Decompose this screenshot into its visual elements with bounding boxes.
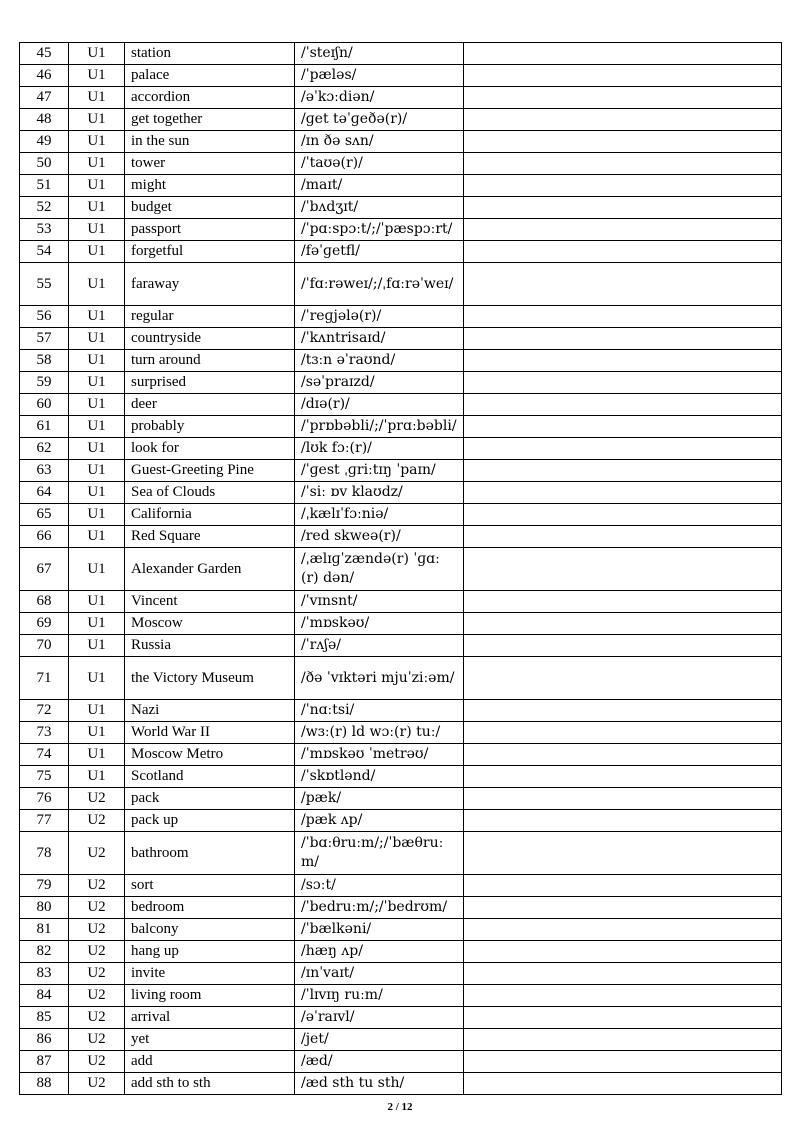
row-number: 51 — [20, 175, 69, 197]
row-notes — [464, 919, 782, 941]
row-phonetic: /ˈskɒtlənd/ — [295, 766, 464, 788]
row-number: 84 — [20, 985, 69, 1007]
row-word: bedroom — [125, 897, 295, 919]
row-number: 80 — [20, 897, 69, 919]
table-row — [20, 985, 782, 1007]
row-unit: U1 — [69, 591, 125, 613]
row-phonetic: /ɡet təˈɡeðə(r)/ — [295, 109, 464, 131]
row-word: station — [125, 43, 295, 65]
row-notes — [464, 1051, 782, 1073]
row-number: 66 — [20, 526, 69, 548]
row-number: 46 — [20, 65, 69, 87]
row-number: 68 — [20, 591, 69, 613]
row-notes — [464, 744, 782, 766]
table-row — [20, 788, 782, 810]
row-number: 86 — [20, 1029, 69, 1051]
row-phonetic: /ˈbedruːm/;/ˈbedrʊm/ — [295, 897, 464, 919]
table-row — [20, 941, 782, 963]
row-unit: U2 — [69, 941, 125, 963]
row-number: 57 — [20, 328, 69, 350]
row-number: 81 — [20, 919, 69, 941]
row-number: 65 — [20, 504, 69, 526]
row-notes — [464, 766, 782, 788]
table-row — [20, 460, 782, 482]
row-phonetic: /fəˈɡetfl/ — [295, 241, 464, 263]
row-word: passport — [125, 219, 295, 241]
table-row — [20, 1073, 782, 1095]
table-row — [20, 919, 782, 941]
row-unit: U2 — [69, 1051, 125, 1073]
row-word: Moscow — [125, 613, 295, 635]
row-unit: U1 — [69, 197, 125, 219]
row-notes — [464, 504, 782, 526]
page-number: 2 / 12 — [387, 1101, 413, 1113]
row-phonetic: /ˈsteɪʃn/ — [295, 43, 464, 65]
row-unit: U2 — [69, 985, 125, 1007]
row-number: 53 — [20, 219, 69, 241]
row-phonetic: /ˈlɪvɪŋ ruːm/ — [295, 985, 464, 1007]
row-unit: U2 — [69, 963, 125, 985]
row-notes — [464, 394, 782, 416]
row-phonetic: /lʊk fɔː(r)/ — [295, 438, 464, 460]
row-phonetic: /wɜː(r) ld wɔː(r) tuː/ — [295, 722, 464, 744]
row-notes — [464, 657, 782, 700]
row-number: 60 — [20, 394, 69, 416]
row-unit: U2 — [69, 1073, 125, 1095]
row-number: 71 — [20, 657, 69, 700]
table-row — [20, 394, 782, 416]
row-word: add — [125, 1051, 295, 1073]
row-unit: U2 — [69, 875, 125, 897]
row-unit: U1 — [69, 416, 125, 438]
row-word: accordion — [125, 87, 295, 109]
row-number: 45 — [20, 43, 69, 65]
table-row — [20, 197, 782, 219]
row-notes — [464, 219, 782, 241]
row-notes — [464, 482, 782, 504]
row-number: 59 — [20, 372, 69, 394]
row-phonetic: /ˈbʌdʒɪt/ — [295, 197, 464, 219]
row-number: 77 — [20, 810, 69, 832]
row-phonetic: /red skweə(r)/ — [295, 526, 464, 548]
table-row — [20, 504, 782, 526]
row-notes — [464, 875, 782, 897]
table-row — [20, 306, 782, 328]
row-notes — [464, 613, 782, 635]
row-word: in the sun — [125, 131, 295, 153]
row-word: pack — [125, 788, 295, 810]
row-word: Nazi — [125, 700, 295, 722]
row-phonetic: /ˈpɑːspɔːt/;/ˈpæspɔːrt/ — [295, 219, 464, 241]
row-word: Sea of Clouds — [125, 482, 295, 504]
row-word: countryside — [125, 328, 295, 350]
row-word: Scotland — [125, 766, 295, 788]
row-word: budget — [125, 197, 295, 219]
table-row — [20, 372, 782, 394]
vocabulary-table — [19, 42, 782, 1095]
row-notes — [464, 87, 782, 109]
table-row — [20, 219, 782, 241]
row-phonetic: /ˈreɡjələ(r)/ — [295, 306, 464, 328]
row-number: 47 — [20, 87, 69, 109]
row-notes — [464, 175, 782, 197]
row-phonetic: /ðə ˈvɪktəri mjuˈziːəm/ — [295, 657, 464, 700]
row-phonetic: /ˈsiː ɒv klaʊdz/ — [295, 482, 464, 504]
row-unit: U1 — [69, 635, 125, 657]
row-unit: U1 — [69, 65, 125, 87]
row-number: 73 — [20, 722, 69, 744]
row-notes — [464, 591, 782, 613]
table-row — [20, 810, 782, 832]
table-row — [20, 87, 782, 109]
row-notes — [464, 328, 782, 350]
row-phonetic: /sɔːt/ — [295, 875, 464, 897]
row-notes — [464, 897, 782, 919]
row-word: might — [125, 175, 295, 197]
row-notes — [464, 548, 782, 591]
table-row — [20, 591, 782, 613]
table-row — [20, 744, 782, 766]
row-number: 67 — [20, 548, 69, 591]
row-phonetic: /ɪn ðə sʌn/ — [295, 131, 464, 153]
table-row — [20, 766, 782, 788]
table-row — [20, 109, 782, 131]
row-unit: U1 — [69, 43, 125, 65]
row-phonetic: /æd sth tu sth/ — [295, 1073, 464, 1095]
table-row — [20, 43, 782, 65]
row-unit: U1 — [69, 482, 125, 504]
row-phonetic: /hæŋ ʌp/ — [295, 941, 464, 963]
table-row — [20, 153, 782, 175]
row-number: 55 — [20, 263, 69, 306]
row-notes — [464, 941, 782, 963]
table-row — [20, 1029, 782, 1051]
row-number: 54 — [20, 241, 69, 263]
row-notes — [464, 832, 782, 875]
row-unit: U2 — [69, 788, 125, 810]
row-unit: U1 — [69, 175, 125, 197]
row-notes — [464, 65, 782, 87]
row-word: arrival — [125, 1007, 295, 1029]
row-word: forgetful — [125, 241, 295, 263]
row-notes — [464, 263, 782, 306]
row-unit: U1 — [69, 460, 125, 482]
row-number: 72 — [20, 700, 69, 722]
row-unit: U2 — [69, 810, 125, 832]
row-unit: U1 — [69, 263, 125, 306]
row-phonetic: /əˈkɔːdiən/ — [295, 87, 464, 109]
row-number: 76 — [20, 788, 69, 810]
row-word: Moscow Metro — [125, 744, 295, 766]
row-number: 78 — [20, 832, 69, 875]
row-word: Guest-Greeting Pine — [125, 460, 295, 482]
row-unit: U1 — [69, 394, 125, 416]
row-word: invite — [125, 963, 295, 985]
table-row — [20, 548, 782, 591]
row-number: 74 — [20, 744, 69, 766]
row-unit: U1 — [69, 241, 125, 263]
row-notes — [464, 1029, 782, 1051]
row-word: faraway — [125, 263, 295, 306]
row-unit: U1 — [69, 657, 125, 700]
row-unit: U1 — [69, 744, 125, 766]
table-row — [20, 722, 782, 744]
row-notes — [464, 109, 782, 131]
table-row — [20, 1007, 782, 1029]
row-number: 52 — [20, 197, 69, 219]
row-phonetic: /maɪt/ — [295, 175, 464, 197]
table-row — [20, 897, 782, 919]
row-number: 75 — [20, 766, 69, 788]
row-notes — [464, 460, 782, 482]
row-phonetic: /pæk/ — [295, 788, 464, 810]
row-notes — [464, 197, 782, 219]
table-row — [20, 482, 782, 504]
row-phonetic: /ˈrʌʃə/ — [295, 635, 464, 657]
row-unit: U1 — [69, 613, 125, 635]
row-unit: U1 — [69, 504, 125, 526]
row-phonetic: /ˈpæləs/ — [295, 65, 464, 87]
vocabulary-table-body — [20, 43, 782, 1095]
row-phonetic: /ˈmɒskəʊ/ — [295, 613, 464, 635]
row-notes — [464, 985, 782, 1007]
row-word: regular — [125, 306, 295, 328]
row-unit: U1 — [69, 372, 125, 394]
row-word: living room — [125, 985, 295, 1007]
row-notes — [464, 43, 782, 65]
row-notes — [464, 438, 782, 460]
row-number: 62 — [20, 438, 69, 460]
row-word: get together — [125, 109, 295, 131]
row-phonetic: /ˈfɑːrəweɪ/;/ˌfɑːrəˈweɪ/ — [295, 263, 464, 306]
row-phonetic: /ˈbælkəni/ — [295, 919, 464, 941]
row-word: turn around — [125, 350, 295, 372]
row-phonetic: /jet/ — [295, 1029, 464, 1051]
row-number: 87 — [20, 1051, 69, 1073]
row-phonetic: /ˈmɒskəʊ ˈmetrəʊ/ — [295, 744, 464, 766]
row-number: 49 — [20, 131, 69, 153]
row-word: bathroom — [125, 832, 295, 875]
row-word: balcony — [125, 919, 295, 941]
row-number: 69 — [20, 613, 69, 635]
row-notes — [464, 350, 782, 372]
row-word: surprised — [125, 372, 295, 394]
row-notes — [464, 372, 782, 394]
row-unit: U1 — [69, 131, 125, 153]
row-number: 83 — [20, 963, 69, 985]
row-word: yet — [125, 1029, 295, 1051]
row-unit: U1 — [69, 548, 125, 591]
row-number: 58 — [20, 350, 69, 372]
table-row — [20, 875, 782, 897]
row-unit: U1 — [69, 87, 125, 109]
row-word: Russia — [125, 635, 295, 657]
row-number: 50 — [20, 153, 69, 175]
row-unit: U1 — [69, 153, 125, 175]
row-unit: U1 — [69, 438, 125, 460]
row-notes — [464, 635, 782, 657]
row-unit: U1 — [69, 700, 125, 722]
row-phonetic: /dɪə(r)/ — [295, 394, 464, 416]
row-number: 63 — [20, 460, 69, 482]
row-word: World War II — [125, 722, 295, 744]
row-unit: U1 — [69, 350, 125, 372]
row-phonetic: /æd/ — [295, 1051, 464, 1073]
row-word: sort — [125, 875, 295, 897]
row-unit: U1 — [69, 766, 125, 788]
row-word: look for — [125, 438, 295, 460]
row-number: 56 — [20, 306, 69, 328]
row-phonetic: /ˌkælɪˈfɔːniə/ — [295, 504, 464, 526]
row-notes — [464, 153, 782, 175]
row-word: Alexander Garden — [125, 548, 295, 591]
row-number: 88 — [20, 1073, 69, 1095]
row-notes — [464, 1073, 782, 1095]
row-unit: U1 — [69, 306, 125, 328]
row-word: tower — [125, 153, 295, 175]
table-row — [20, 416, 782, 438]
row-notes — [464, 788, 782, 810]
row-unit: U2 — [69, 1029, 125, 1051]
row-number: 82 — [20, 941, 69, 963]
row-notes — [464, 306, 782, 328]
row-unit: U2 — [69, 919, 125, 941]
row-notes — [464, 810, 782, 832]
row-notes — [464, 416, 782, 438]
row-unit: U1 — [69, 219, 125, 241]
table-row — [20, 963, 782, 985]
table-row — [20, 832, 782, 875]
table-row — [20, 1051, 782, 1073]
table-row — [20, 65, 782, 87]
row-number: 61 — [20, 416, 69, 438]
table-row — [20, 700, 782, 722]
row-phonetic: /pæk ʌp/ — [295, 810, 464, 832]
row-unit: U1 — [69, 526, 125, 548]
row-notes — [464, 963, 782, 985]
table-row — [20, 175, 782, 197]
row-number: 64 — [20, 482, 69, 504]
row-number: 79 — [20, 875, 69, 897]
table-row — [20, 328, 782, 350]
row-word: Red Square — [125, 526, 295, 548]
row-notes — [464, 722, 782, 744]
row-notes — [464, 131, 782, 153]
row-phonetic: /ˈɡest ˌɡriːtɪŋ ˈpaɪn/ — [295, 460, 464, 482]
row-word: deer — [125, 394, 295, 416]
row-phonetic: /ˌælɪɡˈzændə(r) ˈɡɑː(r) dən/ — [295, 548, 464, 591]
row-phonetic: /ˈnɑːtsi/ — [295, 700, 464, 722]
row-phonetic: /ˈkʌntrisaɪd/ — [295, 328, 464, 350]
row-phonetic: /ˈtaʊə(r)/ — [295, 153, 464, 175]
row-notes — [464, 1007, 782, 1029]
table-row — [20, 350, 782, 372]
row-phonetic: /ˈprɒbəbli/;/ˈprɑːbəbli/ — [295, 416, 464, 438]
row-number: 70 — [20, 635, 69, 657]
table-row — [20, 131, 782, 153]
table-row — [20, 438, 782, 460]
row-unit: U2 — [69, 1007, 125, 1029]
row-number: 85 — [20, 1007, 69, 1029]
row-unit: U1 — [69, 109, 125, 131]
table-row — [20, 613, 782, 635]
row-phonetic: /əˈraɪvl/ — [295, 1007, 464, 1029]
row-word: add sth to sth — [125, 1073, 295, 1095]
table-row — [20, 526, 782, 548]
row-word: probably — [125, 416, 295, 438]
row-phonetic: /ɪnˈvaɪt/ — [295, 963, 464, 985]
row-unit: U1 — [69, 722, 125, 744]
row-phonetic: /səˈpraɪzd/ — [295, 372, 464, 394]
row-word: Vincent — [125, 591, 295, 613]
table-row — [20, 657, 782, 700]
row-unit: U2 — [69, 832, 125, 875]
row-notes — [464, 700, 782, 722]
row-phonetic: /tɜːn əˈraʊnd/ — [295, 350, 464, 372]
row-word: the Victory Museum — [125, 657, 295, 700]
row-unit: U1 — [69, 328, 125, 350]
row-notes — [464, 526, 782, 548]
row-number: 48 — [20, 109, 69, 131]
table-row — [20, 241, 782, 263]
table-row — [20, 263, 782, 306]
row-word: palace — [125, 65, 295, 87]
row-notes — [464, 241, 782, 263]
row-word: pack up — [125, 810, 295, 832]
row-phonetic: /ˈbɑːθruːm/;/ˈbæθruːm/ — [295, 832, 464, 875]
row-word: California — [125, 504, 295, 526]
row-unit: U2 — [69, 897, 125, 919]
row-word: hang up — [125, 941, 295, 963]
row-phonetic: /ˈvɪnsnt/ — [295, 591, 464, 613]
table-row — [20, 635, 782, 657]
